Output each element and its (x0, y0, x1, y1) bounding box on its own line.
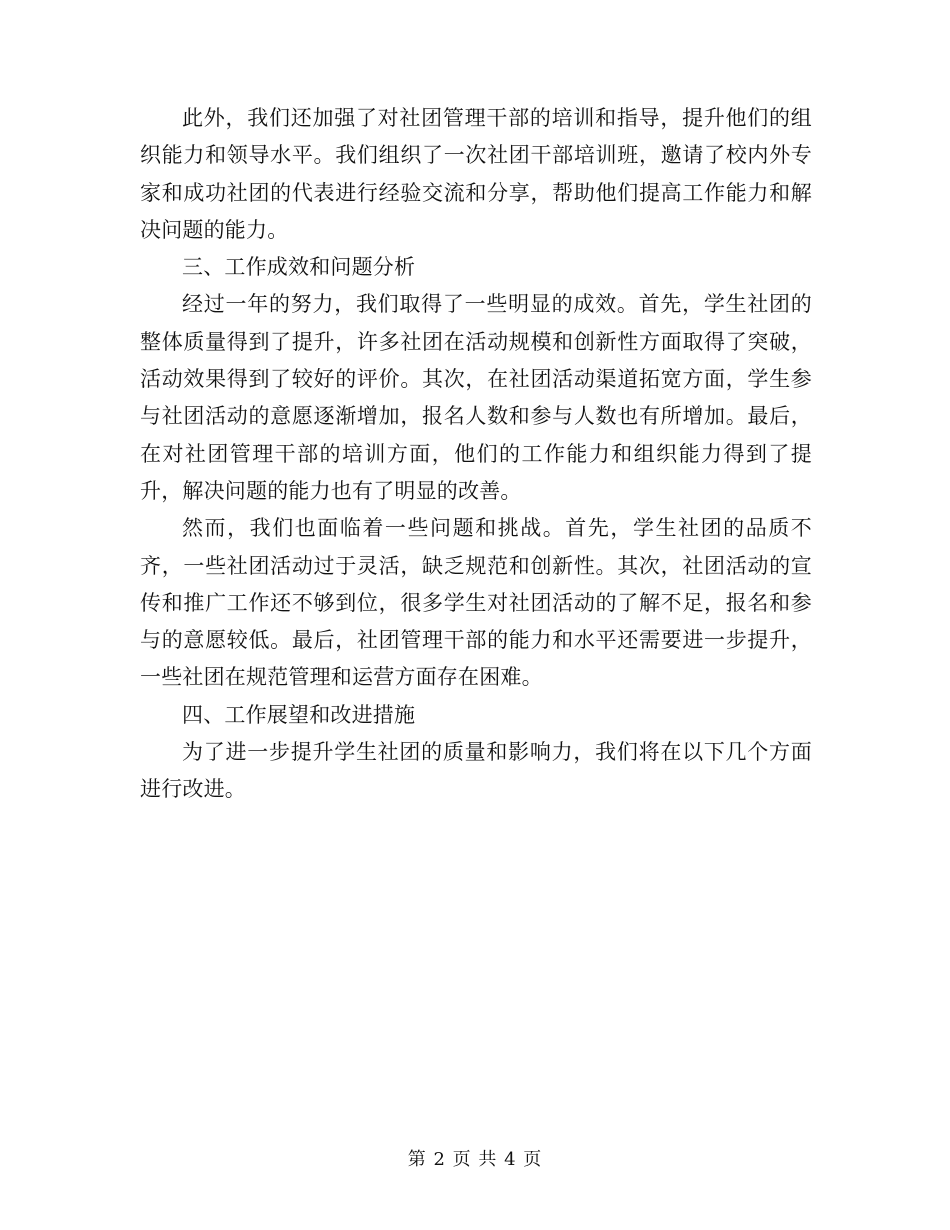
section-heading-results: 三、工作成效和问题分析 (182, 255, 416, 280)
document-body (140, 100, 812, 809)
section-heading-outlook: 四、工作展望和改进措施 (182, 702, 416, 727)
paragraph-cadre-training: 此外，我们还加强了对社团管理干部的培训和指导，提升他们的组织能力和领导水平。我们组织了一次社团干部培训班，邀请了校内外专家和成功社团的代表进行经验交流和分享，帮助他们提高工作能力和解决问题的能力。 (140, 106, 812, 242)
paragraph-problems: 然而，我们也面临着一些问题和挑战。首先，学生社团的品质不齐，一些社团活动过于灵活，缺乏规范和创新性。其次，社团活动的宣传和推广工作还不够到位，很多学生对社团活动的了解不足，报名和参与的意愿较低。最后，社团管理干部的能力和水平还需要进一步提升，一些社团在规范管理和运营方面存在困难。 (140, 516, 812, 690)
paragraph-improvements: 为了进一步提升学生社团的质量和影响力，我们将在以下几个方面进行改进。 (140, 740, 812, 802)
paragraph-achievements: 经过一年的努力，我们取得了一些明显的成效。首先，学生社团的整体质量得到了提升，许多社团在活动规模和创新性方面取得了突破，活动效果得到了较好的评价。其次，在社团活动渠道拓宽方面，学生参与社团活动的意愿逐渐增加，报名人数和参与人数也有所增加。最后，在对社团管理干部的培训方面，他们的工作能力和组织能力得到了提升，解决问题的能力也有了明显的改善。 (140, 292, 812, 503)
page-number-footer: 第 2 页 共 4 页 (407, 1149, 543, 1170)
